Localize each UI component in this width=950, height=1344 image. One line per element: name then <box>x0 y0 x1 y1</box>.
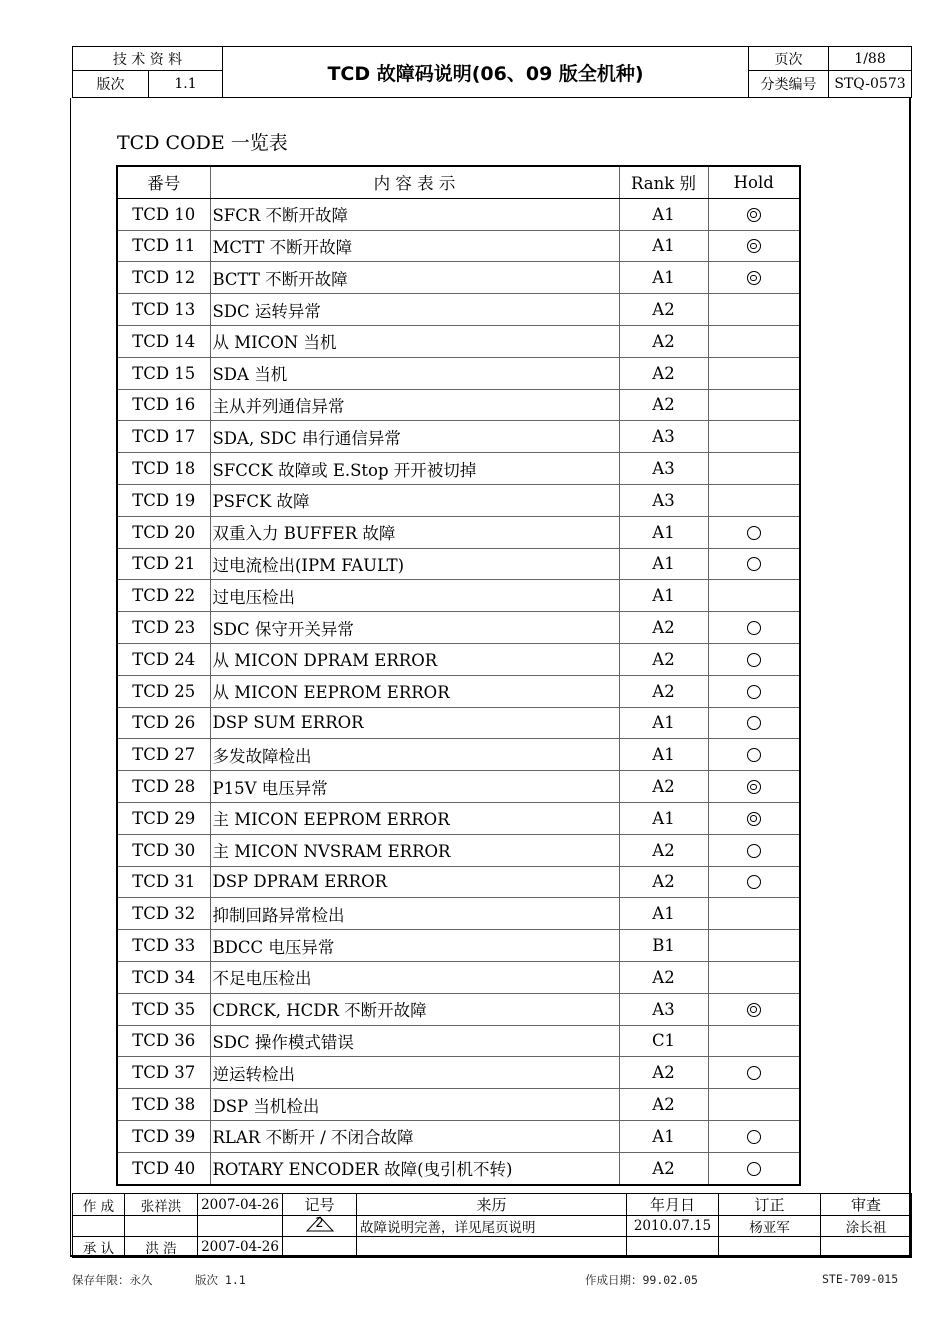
tcd-description: SFCCK 故障或 E.Stop 开开被切掉 <box>210 453 619 485</box>
tcd-rank: A2 <box>619 1057 708 1089</box>
table-row <box>117 230 800 262</box>
tcd-code: TCD 21 <box>117 548 210 580</box>
tcd-code: TCD 30 <box>117 834 210 866</box>
tcd-description: 从 MICON EEPROM ERROR <box>210 675 619 707</box>
circle-icon <box>747 653 761 667</box>
tcd-description: 不足电压检出 <box>210 961 619 993</box>
circle-icon <box>747 748 761 762</box>
tcd-hold <box>708 707 800 739</box>
approve-label: 承 认 <box>73 1237 125 1258</box>
made-date: 2007-04-26 <box>198 1194 283 1216</box>
rev-checker: 涂长祖 <box>821 1216 912 1237</box>
tcd-description: SDC 保守开关异常 <box>210 612 619 644</box>
tcd-code-table <box>116 165 801 1186</box>
tcd-hold <box>708 389 800 421</box>
double-circle-icon <box>747 812 761 826</box>
tcd-rank: A1 <box>619 898 708 930</box>
tcd-rank: A2 <box>619 612 708 644</box>
tcd-code: TCD 11 <box>117 230 210 262</box>
tcd-code: TCD 24 <box>117 643 210 675</box>
approval-footer <box>72 1193 912 1258</box>
approve-date: 2007-04-26 <box>198 1237 283 1258</box>
tcd-code: TCD 12 <box>117 262 210 294</box>
tcd-code: TCD 32 <box>117 898 210 930</box>
tcd-description: P15V 电压异常 <box>210 771 619 803</box>
made-by: 张祥洪 <box>125 1194 198 1216</box>
tcd-code: TCD 34 <box>117 961 210 993</box>
table-row <box>117 739 800 771</box>
tcd-rank: A1 <box>619 198 708 230</box>
tcd-description: 从 MICON DPRAM ERROR <box>210 643 619 675</box>
checker-header: 审查 <box>821 1194 912 1216</box>
circle-icon <box>747 1162 761 1176</box>
tcd-hold <box>708 548 800 580</box>
reviser-header: 订正 <box>719 1194 821 1216</box>
rev-mark-number: 2 <box>315 1216 324 1231</box>
table-header-row <box>117 166 800 198</box>
tcd-hold <box>708 612 800 644</box>
document-header <box>72 46 912 98</box>
table-row <box>117 389 800 421</box>
circle-icon <box>747 1130 761 1144</box>
version-value: 1.1 <box>149 71 223 98</box>
double-circle-icon <box>747 239 761 253</box>
table-row <box>117 484 800 516</box>
tcd-description: BCTT 不断开故障 <box>210 262 619 294</box>
tcd-hold <box>708 1120 800 1152</box>
tcd-hold <box>708 802 800 834</box>
circle-icon <box>747 875 761 889</box>
rev-mark-cell <box>283 1216 357 1237</box>
tcd-rank: A2 <box>619 294 708 326</box>
tcd-hold <box>708 580 800 612</box>
tcd-description: 过电流检出(IPM FAULT) <box>210 548 619 580</box>
tcd-description: 过电压检出 <box>210 580 619 612</box>
table-row <box>117 802 800 834</box>
table-row <box>117 1089 800 1121</box>
table-row <box>117 675 800 707</box>
tcd-hold <box>708 325 800 357</box>
form-code: STE-709-015 <box>822 1272 899 1286</box>
tcd-description: 主 MICON EEPROM ERROR <box>210 802 619 834</box>
tcd-hold <box>708 1057 800 1089</box>
tcd-rank: A3 <box>619 484 708 516</box>
tcd-rank: A1 <box>619 230 708 262</box>
table-row <box>117 516 800 548</box>
tcd-code: TCD 40 <box>117 1152 210 1184</box>
tcd-hold <box>708 643 800 675</box>
tcd-rank: A1 <box>619 802 708 834</box>
tcd-hold <box>708 484 800 516</box>
circle-icon <box>747 685 761 699</box>
tcd-hold <box>708 675 800 707</box>
history-header: 来历 <box>357 1194 627 1216</box>
table-row <box>117 1120 800 1152</box>
table-row <box>117 1152 800 1184</box>
revision-triangle-icon <box>305 1216 335 1232</box>
tcd-rank: A2 <box>619 1089 708 1121</box>
tcd-description: SDC 操作模式错误 <box>210 1025 619 1057</box>
tcd-code: TCD 29 <box>117 802 210 834</box>
tcd-description: 逆运转检出 <box>210 1057 619 1089</box>
tcd-description: SDC 运转异常 <box>210 294 619 326</box>
table-row <box>117 707 800 739</box>
tcd-hold <box>708 930 800 962</box>
tcd-hold <box>708 834 800 866</box>
tcd-rank: B1 <box>619 930 708 962</box>
tcd-code: TCD 14 <box>117 325 210 357</box>
tcd-rank: A3 <box>619 993 708 1025</box>
tcd-hold <box>708 993 800 1025</box>
tcd-code: TCD 38 <box>117 1089 210 1121</box>
table-row <box>117 993 800 1025</box>
edition-note: 版次 1.1 <box>195 1273 246 1287</box>
double-circle-icon <box>747 1003 761 1017</box>
tcd-code: TCD 36 <box>117 1025 210 1057</box>
tcd-code: TCD 35 <box>117 993 210 1025</box>
tcd-hold <box>708 1025 800 1057</box>
table-row <box>117 325 800 357</box>
tcd-rank: A1 <box>619 739 708 771</box>
double-circle-icon <box>747 271 761 285</box>
class-number: STQ-0573 <box>829 71 912 98</box>
table-body <box>117 198 800 1184</box>
tcd-description: 主 MICON NVSRAM ERROR <box>210 834 619 866</box>
tcd-rank: A2 <box>619 325 708 357</box>
rev-history: 故障说明完善，详见尾页说明 <box>357 1216 627 1237</box>
tcd-description: RLAR 不断开 / 不闭合故障 <box>210 1120 619 1152</box>
double-circle-icon <box>747 780 761 794</box>
tcd-rank: A2 <box>619 866 708 898</box>
page-label: 页次 <box>749 47 829 71</box>
date-header: 年月日 <box>627 1194 719 1216</box>
tcd-hold <box>708 357 800 389</box>
circle-icon <box>747 1066 761 1080</box>
tcd-code: TCD 10 <box>117 198 210 230</box>
tcd-description: SFCR 不断开故障 <box>210 198 619 230</box>
tcd-code: TCD 26 <box>117 707 210 739</box>
tcd-code: TCD 27 <box>117 739 210 771</box>
tcd-rank: A2 <box>619 643 708 675</box>
tcd-hold <box>708 230 800 262</box>
tcd-code: TCD 39 <box>117 1120 210 1152</box>
table-row <box>117 771 800 803</box>
tcd-rank: A1 <box>619 548 708 580</box>
tcd-hold <box>708 866 800 898</box>
tcd-hold <box>708 771 800 803</box>
column-header-number: 番号 <box>117 166 210 198</box>
table-row <box>117 612 800 644</box>
tcd-rank: A1 <box>619 1120 708 1152</box>
tcd-description: 抑制回路异常检出 <box>210 898 619 930</box>
tcd-rank: A2 <box>619 961 708 993</box>
tcd-code: TCD 37 <box>117 1057 210 1089</box>
tcd-description: ROTARY ENCODER 故障(曳引机不转) <box>210 1152 619 1184</box>
table-row <box>117 262 800 294</box>
tcd-description: 主从并列通信异常 <box>210 389 619 421</box>
tcd-code: TCD 20 <box>117 516 210 548</box>
tcd-description: SDA, SDC 串行通信异常 <box>210 421 619 453</box>
tcd-rank: A2 <box>619 675 708 707</box>
circle-icon <box>747 557 761 571</box>
tcd-hold <box>708 453 800 485</box>
tcd-code: TCD 19 <box>117 484 210 516</box>
tcd-rank: A2 <box>619 1152 708 1184</box>
tcd-description: 多发故障检出 <box>210 739 619 771</box>
tcd-code: TCD 13 <box>117 294 210 326</box>
table-row <box>117 1057 800 1089</box>
table-row <box>117 930 800 962</box>
tcd-description: MCTT 不断开故障 <box>210 230 619 262</box>
tcd-code: TCD 25 <box>117 675 210 707</box>
tcd-rank: C1 <box>619 1025 708 1057</box>
table-row <box>117 961 800 993</box>
tcd-hold <box>708 1152 800 1184</box>
tcd-code: TCD 17 <box>117 421 210 453</box>
table-row <box>117 1025 800 1057</box>
tcd-hold <box>708 421 800 453</box>
tcd-hold <box>708 262 800 294</box>
tcd-code: TCD 16 <box>117 389 210 421</box>
tcd-description: DSP DPRAM ERROR <box>210 866 619 898</box>
approve-by: 洪 浩 <box>125 1237 198 1258</box>
class-label: 分类编号 <box>749 71 829 98</box>
tcd-hold <box>708 961 800 993</box>
table-row <box>117 294 800 326</box>
tcd-code: TCD 33 <box>117 930 210 962</box>
tcd-hold <box>708 198 800 230</box>
tcd-rank: A2 <box>619 834 708 866</box>
retention-period: 保存年限：永久 <box>72 1273 153 1287</box>
tcd-rank: A2 <box>619 357 708 389</box>
circle-icon <box>747 621 761 635</box>
tcd-hold <box>708 898 800 930</box>
tcd-rank: A1 <box>619 580 708 612</box>
tcd-description: DSP 当机检出 <box>210 1089 619 1121</box>
tcd-code: TCD 31 <box>117 866 210 898</box>
section-title: TCD CODE 一览表 <box>117 132 288 154</box>
tcd-code: TCD 28 <box>117 771 210 803</box>
tcd-description: DSP SUM ERROR <box>210 707 619 739</box>
made-label: 作 成 <box>73 1194 125 1216</box>
tcd-code: TCD 15 <box>117 357 210 389</box>
column-header-content: 内 容 表 示 <box>210 166 619 198</box>
doc-type-label: 技 术 资 料 <box>73 47 223 71</box>
table-row <box>117 580 800 612</box>
tcd-rank: A3 <box>619 453 708 485</box>
column-header-rank: Rank 别 <box>619 166 708 198</box>
tcd-hold <box>708 739 800 771</box>
table-row <box>117 548 800 580</box>
tcd-code: TCD 23 <box>117 612 210 644</box>
tcd-rank: A1 <box>619 707 708 739</box>
tcd-description: BDCC 电压异常 <box>210 930 619 962</box>
created-date: 作成日期：99.02.05 <box>585 1273 698 1287</box>
table-row <box>117 643 800 675</box>
tcd-rank: A3 <box>619 421 708 453</box>
table-row <box>117 866 800 898</box>
circle-icon <box>747 526 761 540</box>
tcd-hold <box>708 294 800 326</box>
circle-icon <box>747 844 761 858</box>
tcd-rank: A1 <box>619 262 708 294</box>
double-circle-icon <box>747 208 761 222</box>
tcd-hold <box>708 516 800 548</box>
rev-mark-header: 记号 <box>283 1194 357 1216</box>
tcd-code: TCD 22 <box>117 580 210 612</box>
tcd-description: CDRCK, HCDR 不断开故障 <box>210 993 619 1025</box>
version-label: 版次 <box>73 71 149 98</box>
table-row <box>117 357 800 389</box>
document-title: TCD 故障码说明(06、09 版全机种) <box>223 47 749 98</box>
tcd-description: PSFCK 故障 <box>210 484 619 516</box>
circle-icon <box>747 716 761 730</box>
table-row <box>117 421 800 453</box>
table-row <box>117 834 800 866</box>
table-row <box>117 453 800 485</box>
tcd-rank: A2 <box>619 389 708 421</box>
column-header-hold: Hold <box>708 166 800 198</box>
table-row <box>117 898 800 930</box>
rev-date: 2010.07.15 <box>627 1216 719 1237</box>
tcd-hold <box>708 1089 800 1121</box>
tcd-code: TCD 18 <box>117 453 210 485</box>
tcd-description: 从 MICON 当机 <box>210 325 619 357</box>
rev-reviser: 杨亚军 <box>719 1216 821 1237</box>
table-row <box>117 198 800 230</box>
tcd-description: SDA 当机 <box>210 357 619 389</box>
page-number: 1/88 <box>829 47 912 71</box>
tcd-rank: A1 <box>619 516 708 548</box>
tcd-description: 双重入力 BUFFER 故障 <box>210 516 619 548</box>
tcd-rank: A2 <box>619 771 708 803</box>
